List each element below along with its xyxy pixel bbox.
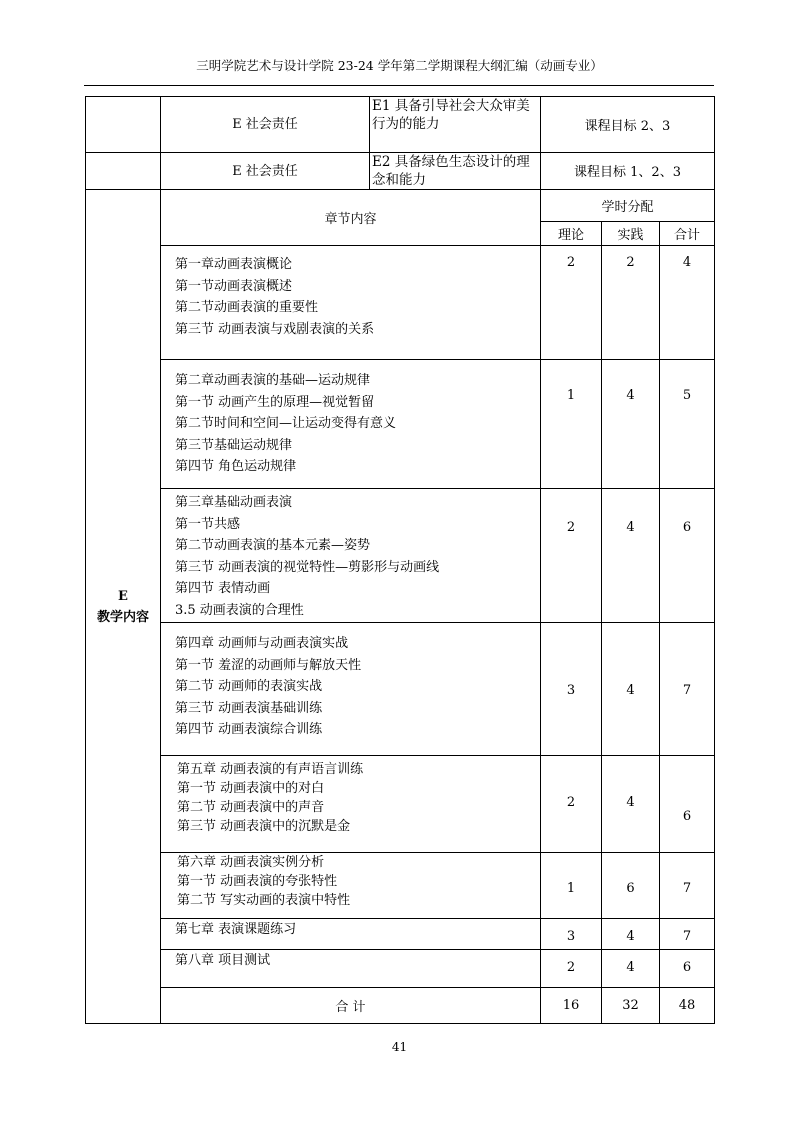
theory-value: 1 — [566, 881, 576, 896]
practice-value: 4 — [626, 929, 635, 944]
chapter-row — [86, 950, 715, 988]
chapter-line: 3.5 动画表演的合理性 — [175, 602, 304, 618]
practice-hours — [602, 246, 660, 360]
chapter-line: 第四章 动画师与动画表演实战 — [175, 636, 349, 651]
theory-hours — [541, 623, 602, 756]
total-value: 7 — [682, 881, 692, 896]
practice-value: 2 — [626, 255, 635, 270]
theory-value: 3 — [566, 929, 576, 944]
page-number: 41 — [391, 1040, 408, 1054]
theory-hours — [541, 950, 602, 988]
course-target — [541, 153, 715, 190]
theory-hours — [541, 919, 602, 950]
header-hours: 学时分配 — [541, 190, 715, 222]
total-hours — [660, 853, 715, 919]
chapter-line: 第一章动画表演概论 — [175, 257, 293, 272]
chapter-line: 第五章 动画表演的有声语言训练 — [177, 762, 364, 777]
chapter-row — [86, 246, 715, 360]
total-hours — [660, 360, 715, 489]
totals-theory: 16 — [541, 988, 602, 1024]
chapter-line: 第六章 动画表演实例分析 — [177, 855, 325, 870]
chapter-row — [86, 623, 715, 756]
chapter-row — [86, 919, 715, 950]
total-value: 4 — [682, 255, 692, 270]
theory-value: 2 — [566, 960, 576, 975]
header-theory: 理论 — [541, 222, 602, 246]
total-hours — [660, 246, 715, 360]
total-hours — [660, 623, 715, 756]
blank-cell — [86, 97, 161, 153]
responsibility-row — [86, 153, 715, 190]
header-rule — [84, 85, 714, 86]
chapter-line: 第二节动画表演的基本元素—姿势 — [175, 538, 371, 553]
responsibility-row — [86, 97, 715, 153]
practice-hours — [602, 489, 660, 623]
course-target — [541, 97, 715, 153]
chapter-content — [161, 360, 541, 489]
totals-practice: 32 — [602, 988, 660, 1024]
practice-hours — [602, 950, 660, 988]
total-value: 6 — [682, 520, 692, 535]
theory-value: 1 — [566, 388, 576, 403]
total-value: 6 — [682, 960, 692, 975]
practice-hours — [602, 360, 660, 489]
section-name: 教学内容 — [96, 609, 149, 625]
totals-label: 合 计 — [161, 988, 541, 1024]
total-hours — [660, 489, 715, 623]
chapter-content — [161, 950, 541, 988]
practice-value: 4 — [626, 388, 635, 403]
chapter-line: 第四节 动画表演综合训练 — [175, 722, 323, 737]
chapter-line: 第三节 动画表演中的沉默是金 — [177, 819, 351, 834]
chapter-content — [161, 246, 541, 360]
chapter-row — [86, 489, 715, 623]
chapter-line: 第一节 动画表演中的对白 — [177, 781, 325, 796]
table-header-row — [86, 190, 715, 222]
theory-value: 3 — [566, 683, 576, 698]
chapter-line: 第四节 角色运动规律 — [175, 459, 297, 474]
chapter-line: 第三节 动画表演与戏剧表演的关系 — [175, 321, 375, 337]
total-value: 7 — [682, 929, 692, 944]
chapter-row — [86, 756, 715, 853]
chapter-content — [161, 489, 541, 623]
chapter-line: 第三节 动画表演的视觉特性—剪影形与动画线 — [175, 559, 440, 575]
responsibility-sub — [370, 153, 541, 190]
practice-hours — [602, 919, 660, 950]
chapter-content — [161, 919, 541, 950]
theory-hours — [541, 756, 602, 853]
practice-value: 4 — [626, 795, 635, 810]
section-code: E — [118, 588, 128, 604]
theory-hours — [541, 360, 602, 489]
syllabus-table — [85, 96, 715, 1024]
practice-hours — [602, 756, 660, 853]
chapter-content — [161, 623, 541, 756]
category-text: E 社会责任 — [232, 117, 298, 132]
responsibility-category — [161, 153, 370, 190]
chapter-line: 第二节 动画师的表演实战 — [175, 679, 323, 694]
target-text: 课程目标 2、3 — [584, 119, 671, 134]
header-practice: 实践 — [602, 222, 660, 246]
practice-value: 4 — [626, 683, 635, 698]
responsibility-sub — [370, 97, 541, 153]
chapter-content — [161, 853, 541, 919]
section-label-cell — [86, 190, 161, 1024]
chapter-content — [161, 756, 541, 853]
practice-value: 4 — [626, 960, 635, 975]
chapter-line: 第二节 动画表演中的声音 — [177, 800, 325, 815]
practice-value: 6 — [626, 881, 635, 896]
chapter-line: 第二节动画表演的重要性 — [175, 300, 319, 315]
chapter-line: 第三节 动画表演基础训练 — [175, 700, 323, 716]
total-value: 7 — [682, 683, 692, 698]
chapter-row — [86, 360, 715, 489]
chapter-row — [86, 853, 715, 919]
chapter-line: 第二节时间和空间—让运动变得有意义 — [175, 416, 397, 431]
chapter-line: 第二章动画表演的基础—运动规律 — [175, 373, 371, 388]
total-value: 6 — [682, 809, 692, 824]
chapter-line: 第三章基础动画表演 — [175, 495, 293, 510]
chapter-line: 第三节基础运动规律 — [175, 437, 293, 453]
total-value: 5 — [682, 388, 692, 403]
practice-hours — [602, 853, 660, 919]
sub-text: E1 具备引导社会大众审美行为的能力 — [372, 98, 530, 132]
blank-cell — [86, 153, 161, 190]
category-text: E 社会责任 — [232, 163, 298, 179]
chapter-line: 第一节 羞涩的动画师与解放天性 — [175, 657, 362, 673]
practice-hours — [602, 623, 660, 756]
chapter-line: 第八章 项目测试 — [175, 953, 271, 968]
theory-hours — [541, 246, 602, 360]
theory-value: 2 — [566, 795, 576, 810]
chapter-line: 第四节 表情动画 — [175, 581, 271, 596]
chapter-line: 第一节动画表演概述 — [175, 278, 293, 294]
totals-total: 48 — [660, 988, 715, 1024]
total-hours — [660, 950, 715, 988]
chapter-line: 第一节共感 — [175, 516, 241, 532]
target-text: 课程目标 1、2、3 — [574, 164, 681, 180]
total-hours — [660, 756, 715, 853]
chapter-line: 第二节 写实动画的表演中特性 — [177, 893, 351, 908]
theory-hours — [541, 853, 602, 919]
header-content: 章节内容 — [161, 190, 541, 246]
page-header: 三明学院艺术与设计学院 23-24 学年第二学期课程大纲汇编（动画专业） — [196, 58, 603, 73]
header-total: 合计 — [660, 222, 715, 246]
responsibility-category — [161, 97, 370, 153]
practice-value: 4 — [626, 520, 635, 535]
totals-row — [86, 988, 715, 1024]
theory-value: 2 — [566, 255, 576, 270]
chapter-line: 第一节 动画表演的夸张特性 — [177, 874, 338, 889]
theory-value: 2 — [566, 520, 576, 535]
theory-hours — [541, 489, 602, 623]
sub-text: E2 具备绿色生态设计的理念和能力 — [372, 154, 530, 188]
chapter-line: 第七章 表演课题练习 — [175, 922, 297, 937]
total-hours — [660, 919, 715, 950]
chapter-line: 第一节 动画产生的原理—视觉暂留 — [175, 394, 375, 410]
